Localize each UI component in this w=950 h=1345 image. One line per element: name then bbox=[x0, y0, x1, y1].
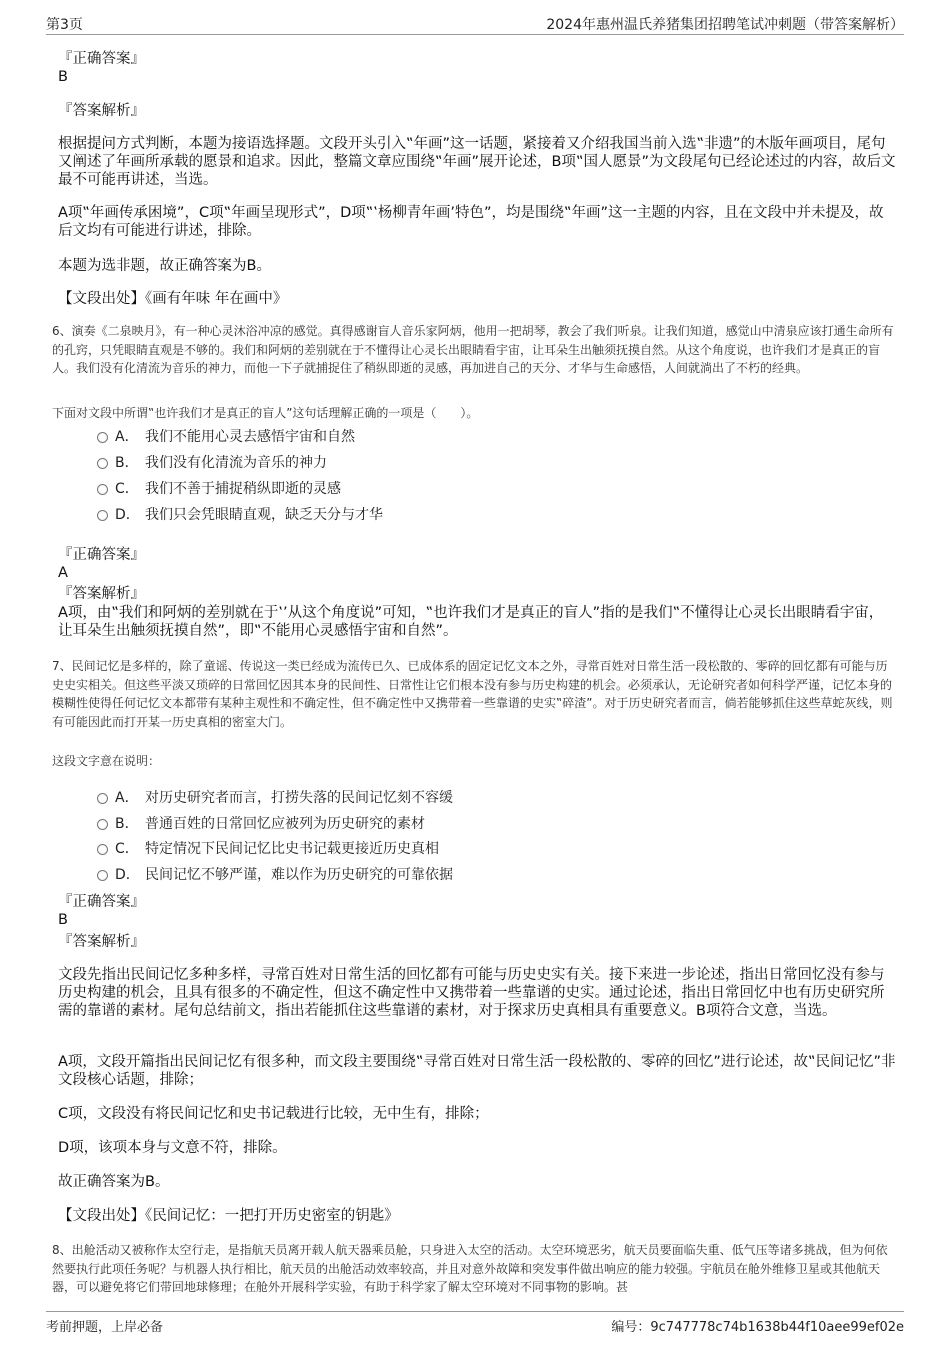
q5-analysis-p1: 根据提问方式判断，本题为接语选择题。文段开头引入‟年画”这一话题，紧接着又介绍我国当前入选‟非遗”的木版年画项目，尾句又阐述了年画所承载的愿景和追求。因此，整篇文章应围绕‟年画”展开论述，B项‟国人愿景”为文段尾句已经论述过的内容，故后文最不可能再讲述，当选。 bbox=[58, 136, 896, 188]
q5-analysis-label: 『答案解析』 bbox=[58, 103, 145, 119]
document-id: 编号：9c747778c74b1638b44f10aee99ef02e bbox=[611, 1320, 904, 1335]
radio-icon[interactable] bbox=[97, 870, 108, 881]
q7-option-a[interactable]: A． 对历史研究者而言，打捞失落的民间记忆刻不容缓 bbox=[97, 787, 453, 807]
q7-option-c[interactable]: C． 特定情况下民间记忆比史书记载更接近历史真相 bbox=[97, 838, 439, 858]
q5-source: 【文段出处】《画有年味 年在画中》 bbox=[58, 291, 288, 307]
radio-icon[interactable] bbox=[97, 819, 108, 830]
q6-question: 下面对文段中所谓‟也许我们才是真正的盲人”这句话理解正确的一项是（ ）。 bbox=[52, 406, 479, 420]
q7-answer: B bbox=[58, 912, 68, 928]
q7-source: 【文段出处】《民间记忆：一把打开历史密室的钥匙》 bbox=[58, 1208, 399, 1224]
q6-analysis: A项，由‟我们和阿炳的差别就在于‛’从这个角度说”可知，‟也许我们才是真正的盲人”指的是我们‟不懂得让心灵长出眼睛看宇宙，让耳朵生出触须抚摸自然”，即‟不能用心灵感悟宇宙和自然”。 bbox=[58, 605, 884, 639]
q8-stem: 8、出舱活动又被称作太空行走，是指航天员离开载人航天器乘员舱，只身进入太空的活动。太空环境恶劣，航天员要面临失重、低气压等诸多挑战，但为何依然要执行此项任务呢？与机器人执行相比，航天员的出舱活动效率较高，并且对意外故障和突发事件做出响应的能力较强。宇航员在舱外维修卫星或其他航天器，可以避免将它们带回地球修理；在舱外开展科学实验，有助于科学家了解太空环境对不同事物的影响。甚 bbox=[52, 1243, 888, 1294]
radio-icon[interactable] bbox=[97, 510, 108, 521]
q6-answer-label: 『正确答案』 bbox=[58, 547, 145, 563]
q6-stem: 6、演奏《二泉映月》，有一种心灵沐浴冲凉的感觉。真得感谢盲人音乐家阿炳，他用一把胡琴，教会了我们听泉。让我们知道，感觉山中清泉应该打通生命所有的孔窍，只凭眼睛直观是不够的。我们和阿炳的差别就在于不懂得让心灵长出眼睛看宇宙，让耳朵生出触须抚摸自然。从这个角度说，也许我们才是真正的盲人。我们没有化清流为音乐的神力，而他一下子就捕捉住了稍纵即逝的灵感，再加进自己的天分、才华与生命感悟，人间就淌出了不朽的经典。 bbox=[52, 324, 894, 375]
q7-option-b[interactable]: B． 普通百姓的日常回忆应被列为历史研究的素材 bbox=[97, 813, 425, 833]
q7-analysis-label: 『答案解析』 bbox=[58, 934, 145, 950]
q7-analysis-p1: 文段先指出民间记忆多种多样，寻常百姓对日常生活的回忆都有可能与历史史实有关。接下来进一步论述，指出日常回忆没有参与历史构建的机会，且具有很多的不确定性，但这不确定性中又携带着一些靠谱的史实。通过论述，指出日常回忆中也有历史研究所需的靠谱的素材。尾句总结前文，指出若能抓住这些靠谱的素材，对于探求历史真相具有重要意义。B项符合文意，当选。 bbox=[58, 967, 885, 1019]
q6-option-d[interactable]: D． 我们只会凭眼睛直观，缺乏天分与才华 bbox=[97, 504, 383, 524]
radio-icon[interactable] bbox=[97, 793, 108, 804]
footer-slogan: 考前押题，上岸必备 bbox=[46, 1320, 164, 1335]
q7-analysis-p3: C项，文段没有将民间记忆和史书记载进行比较，无中生有，排除； bbox=[58, 1106, 489, 1122]
q6-option-c[interactable]: C． 我们不善于捕捉稍纵即逝的灵感 bbox=[97, 478, 341, 498]
radio-icon[interactable] bbox=[97, 844, 108, 855]
q7-stem: 7、民间记忆是多样的，除了童谣、传说这一类已经成为流传已久、已成体系的固定记忆文本之外，寻常百姓对日常生活一段松散的、零碎的回忆都有可能与历史史实相关。但这些平淡又琐碎的日常回忆因其本身的民间性、日常性让它们根本没有参与历史构建的机会。必须承认，无论研究者如何科学严谨，记忆本身的模糊性使得任何记忆文本都带有某种主观性和不确定性，但不确定性中又携带着一些靠谱的史实‟碎渣”。对于历史研究者而言，倘若能够抓住这些草蛇灰线，则有可能因此而打开某一历史真相的密室大门。 bbox=[52, 659, 893, 729]
radio-icon[interactable] bbox=[97, 484, 108, 495]
q7-analysis-p2: A项，文段开篇指出民间记忆有很多种，而文段主要围绕‟寻常百姓对日常生活一段松散的、零碎的回忆”进行论述，故‟民间记忆”非文段核心话题，排除； bbox=[58, 1054, 896, 1088]
q5-answer-label: 『正确答案』 bbox=[58, 51, 145, 67]
q6-analysis-label: 『答案解析』 bbox=[58, 586, 145, 602]
q7-option-d[interactable]: D． 民间记忆不够严谨，难以作为历史研究的可靠依据 bbox=[97, 864, 453, 884]
q7-answer-label: 『正确答案』 bbox=[58, 894, 145, 910]
page-header bbox=[46, 14, 904, 35]
q7-question: 这段文字意在说明： bbox=[52, 754, 161, 768]
q5-analysis-p2: A项‟年画传承困境”，C项‟年画呈现形式”，D项‟‛杨柳青年画’特色”，均是围绕‟年画”这一主题的内容，且在文段中并未提及，故后文均有可能进行讲述，排除。 bbox=[58, 205, 884, 239]
q7-analysis-p5: 故正确答案为B。 bbox=[58, 1174, 170, 1190]
q6-option-a[interactable]: A． 我们不能用心灵去感悟宇宙和自然 bbox=[97, 426, 355, 446]
q5-answer: B bbox=[58, 69, 68, 85]
page-footer bbox=[46, 1311, 904, 1337]
radio-icon[interactable] bbox=[97, 458, 108, 469]
q6-option-b[interactable]: B． 我们没有化清流为音乐的神力 bbox=[97, 452, 327, 472]
q7-analysis-p4: D项，该项本身与文意不符，排除。 bbox=[58, 1140, 287, 1156]
q5-analysis-p3: 本题为选非题，故正确答案为B。 bbox=[58, 258, 271, 274]
q6-answer: A bbox=[58, 565, 68, 581]
page-number: 第3页 bbox=[46, 17, 83, 33]
radio-icon[interactable] bbox=[97, 432, 108, 443]
document-title: 2024年惠州温氏养猪集团招聘笔试冲刺题（带答案解析） bbox=[546, 17, 904, 33]
